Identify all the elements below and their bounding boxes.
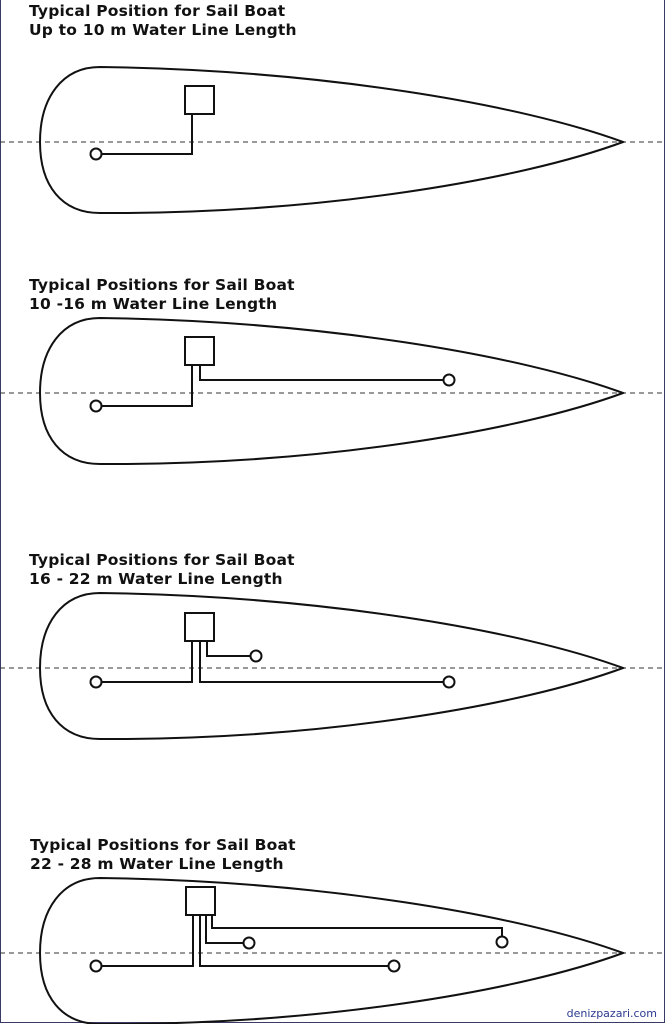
diagram-2-sensor-1 [91,401,102,412]
diagram-4-cable-2 [200,915,389,966]
diagram-1-title-line1: Typical Position for Sail Boat [29,2,286,20]
diagram-4-title-line2: 22 - 28 m Water Line Length [30,855,284,873]
diagram-3 [0,593,665,739]
diagram-1-instrument-unit [185,86,214,114]
diagram-4-sensor-4 [497,937,508,948]
diagram-2-hull [40,318,623,464]
diagram-3-cable-2 [200,641,443,682]
watermark: denizpazari.com [566,1007,657,1020]
diagram-3-title-line2: 16 - 22 m Water Line Length [29,570,283,588]
diagram-3-sensor-1 [91,677,102,688]
diagram-2-title-line1: Typical Positions for Sail Boat [29,276,295,294]
diagram-4-cable-4 [212,915,502,936]
diagram-1-title-line2: Up to 10 m Water Line Length [29,21,297,39]
diagram-2-cable-2 [200,365,443,380]
diagram-3-sensor-3 [251,651,262,662]
diagram-1-sensor-1 [91,149,102,160]
diagram-1-hull [40,67,623,213]
diagram-4-sensor-3 [244,938,255,949]
diagram-3-title-line1: Typical Positions for Sail Boat [29,551,295,569]
diagram-2-instrument-unit [185,337,214,365]
diagram-1-cable-1 [101,114,192,154]
diagram-4-instrument-unit [186,887,215,915]
diagram-2-cable-1 [101,365,192,406]
diagram-2 [0,318,665,464]
diagram-3-cable-1 [101,641,192,682]
diagram-4-title-line1: Typical Positions for Sail Boat [30,836,296,854]
diagram-3-instrument-unit [185,613,214,641]
diagram-4-cable-1 [101,915,193,966]
diagram-4 [0,878,665,1024]
diagram-4-hull [40,878,623,1024]
diagram-4-sensor-1 [91,961,102,972]
diagram-2-sensor-2 [444,375,455,386]
diagram-3-hull [40,593,623,739]
diagram-4-sensor-2 [389,961,400,972]
diagram-3-cable-3 [207,641,250,656]
diagram-2-title-line2: 10 -16 m Water Line Length [29,295,278,313]
diagram-1 [0,67,665,213]
diagram-3-sensor-2 [444,677,455,688]
